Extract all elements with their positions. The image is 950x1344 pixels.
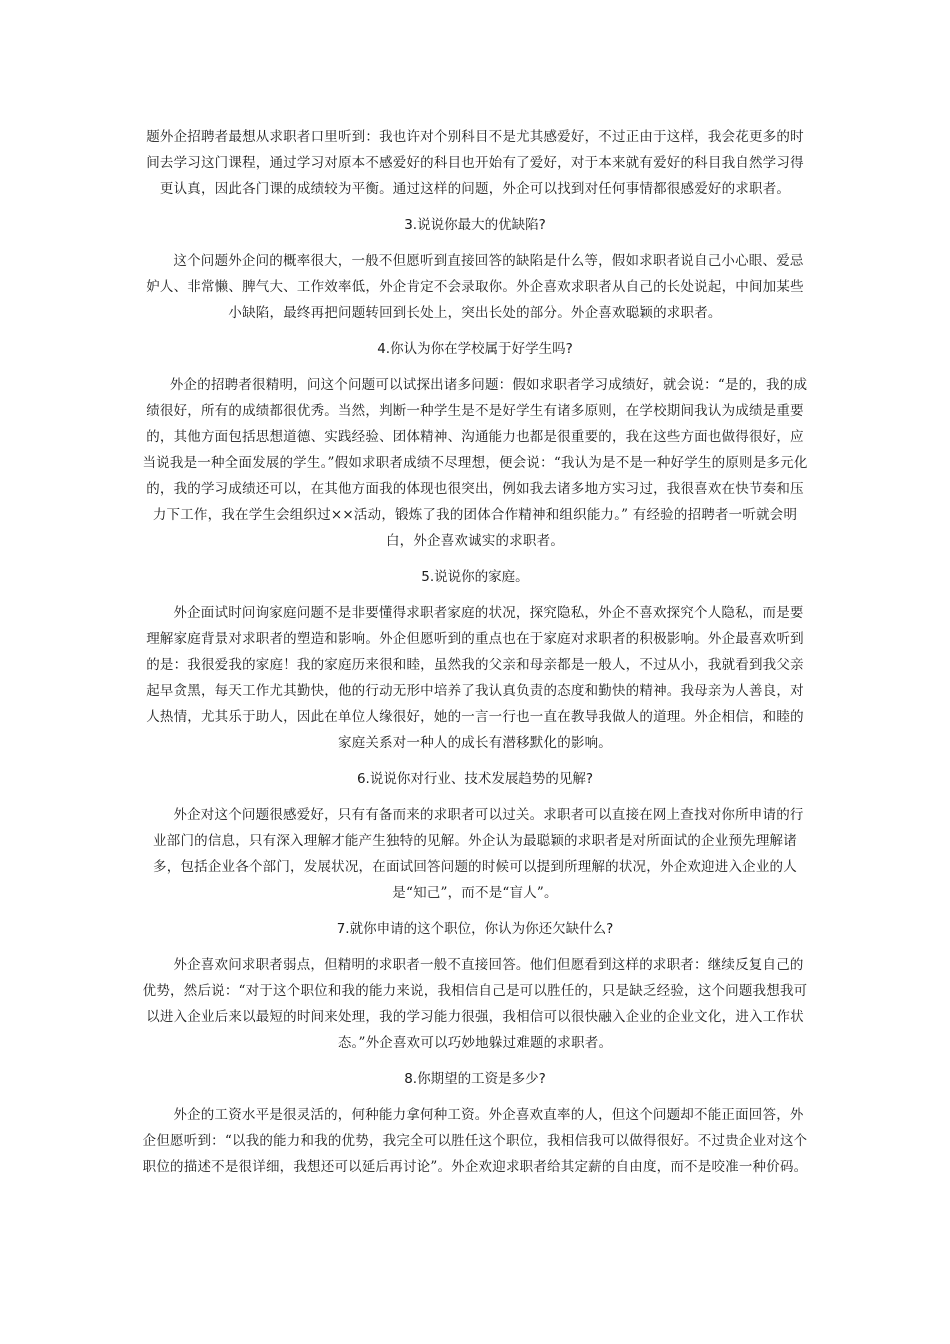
intro-paragraph: 题外企招聘者最想从求职者口里听到：我也许对个别科目不是尤其感爱好，不过正由于这样，我会花更多的时间去学习这门课程，通过学习对原本不感爱好的科目也开始有了爱好，对于本来就有爱好的科目我自然学习得更认真，因此各门课的成绩较为平衡。通过这样的问题，外企可以找到对任何事情都很感爱好的求职者。	[146, 129, 804, 197]
section-body: 外企的招聘者很精明，问这个问题可以试探出诸多问题：假如求职者学习成绩好，就会说：“是的，我的成绩很好，所有的成绩都很优秀。当然，判断一种学生是不是好学生有诸多原则，在学校期间我认为成绩是重要的，其他方面包括思想道德、实践经验、团体精神、沟通能力也都是很重要的，我在这些方面也做得很好，应当说我是一种全面发展的学生。”假如求职者成绩不尽理想，便会说：“我认为是不是一种好学生的原则是多元化的，我的学习成绩还可以，在其他方面我的体现也很突出，例如我去诸多地方实习过，我很喜欢在快节奏和压力下工作，我在学生会组织过××活动，锻炼了我的团体合作精神和组织能力。” 有经验的招聘者一听就会明白，外企喜欢诚实的求职者。	[142, 377, 808, 549]
section-body: 这个问题外企问的概率很大，一般不但愿听到直接回答的缺陷是什么等，假如求职者说自己小心眼、爱忌妒人、非常懒、脾气大、工作效率低，外企肯定不会录取你。外企喜欢求职者从自己的长处说起，中间加某些小缺陷，最终再把问题转回到长处上，突出长处的部分。外企喜欢聪颖的求职者。	[146, 253, 804, 321]
section-heading: 5.说说你的家庭。	[421, 569, 529, 585]
section-heading: 7.就你申请的这个职位，你认为你还欠缺什么?	[336, 921, 614, 937]
section-body: 外企面试时问询家庭问题不是非要懂得求职者家庭的状况，探究隐私，外企不喜欢探究个人隐私，而是要理解家庭背景对求职者的塑造和影响。外企但愿听到的重点也在于家庭对求职者的积极影响。外企最喜欢听到的是：我很爱我的家庭！我的家庭历来很和睦，虽然我的父亲和母亲都是一般人，不过从小，我就看到我父亲起早贪黑，每天工作尤其勤快，他的行动无形中培养了我认真负责的态度和勤快的精神。我母亲为人善良，对人热情，尤其乐于助人，因此在单位人缘很好，她的一言一行也一直在教导我做人的道理。外企相信，和睦的家庭关系对一种人的成长有潜移默化的影响。	[146, 605, 804, 751]
section-6	[142, 766, 808, 906]
section-body: 外企对这个问题很感爱好，只有有备而来的求职者可以过关。求职者可以直接在网上查找对你所申请的行业部门的信息，只有深入理解才能产生独特的见解。外企认为最聪颖的求职者是对所面试的企业预先理解诸多，包括企业各个部门，发展状况，在面试回答问题的时候可以提到所理解的状况，外企欢迎进入企业的人是“知己”，而不是“盲人”。	[153, 807, 804, 901]
section-3	[142, 212, 808, 326]
section-heading: 3.说说你最大的优缺陷?	[404, 217, 546, 233]
document-page	[142, 124, 808, 1180]
section-5	[142, 564, 808, 756]
section-4	[142, 336, 808, 554]
section-body: 外企喜欢问求职者弱点，但精明的求职者一般不直接回答。他们但愿看到这样的求职者：继续反复自己的优势，然后说：“对于这个职位和我的能力来说，我相信自己是可以胜任的，只是缺乏经验，这个问题我想我可以进入企业后来以最短的时间来处理，我的学习能力很强，我相信可以很快融入企业的企业文化，进入工作状态。”外企喜欢可以巧妙地躲过难题的求职者。	[142, 957, 808, 1051]
section-heading: 4.你认为你在学校属于好学生吗?	[377, 341, 573, 357]
section-heading: 8.你期望的工资是多少?	[404, 1071, 546, 1087]
section-8	[142, 1066, 808, 1180]
section-body: 外企的工资水平是很灵活的，何种能力拿何种工资。外企喜欢直率的人，但这个问题却不能正面回答，外企但愿听到：“以我的能力和我的优势，我完全可以胜任这个职位，我相信我可以做得很好。不过贵企业对这个职位的描述不是很详细，我想还可以延后再讨论”。外企欢迎求职者给其定薪的自由度，而不是咬准一种价码。	[142, 1107, 808, 1175]
section-heading: 6.说说你对行业、技术发展趋势的见解?	[356, 771, 594, 787]
section-7	[142, 916, 808, 1056]
